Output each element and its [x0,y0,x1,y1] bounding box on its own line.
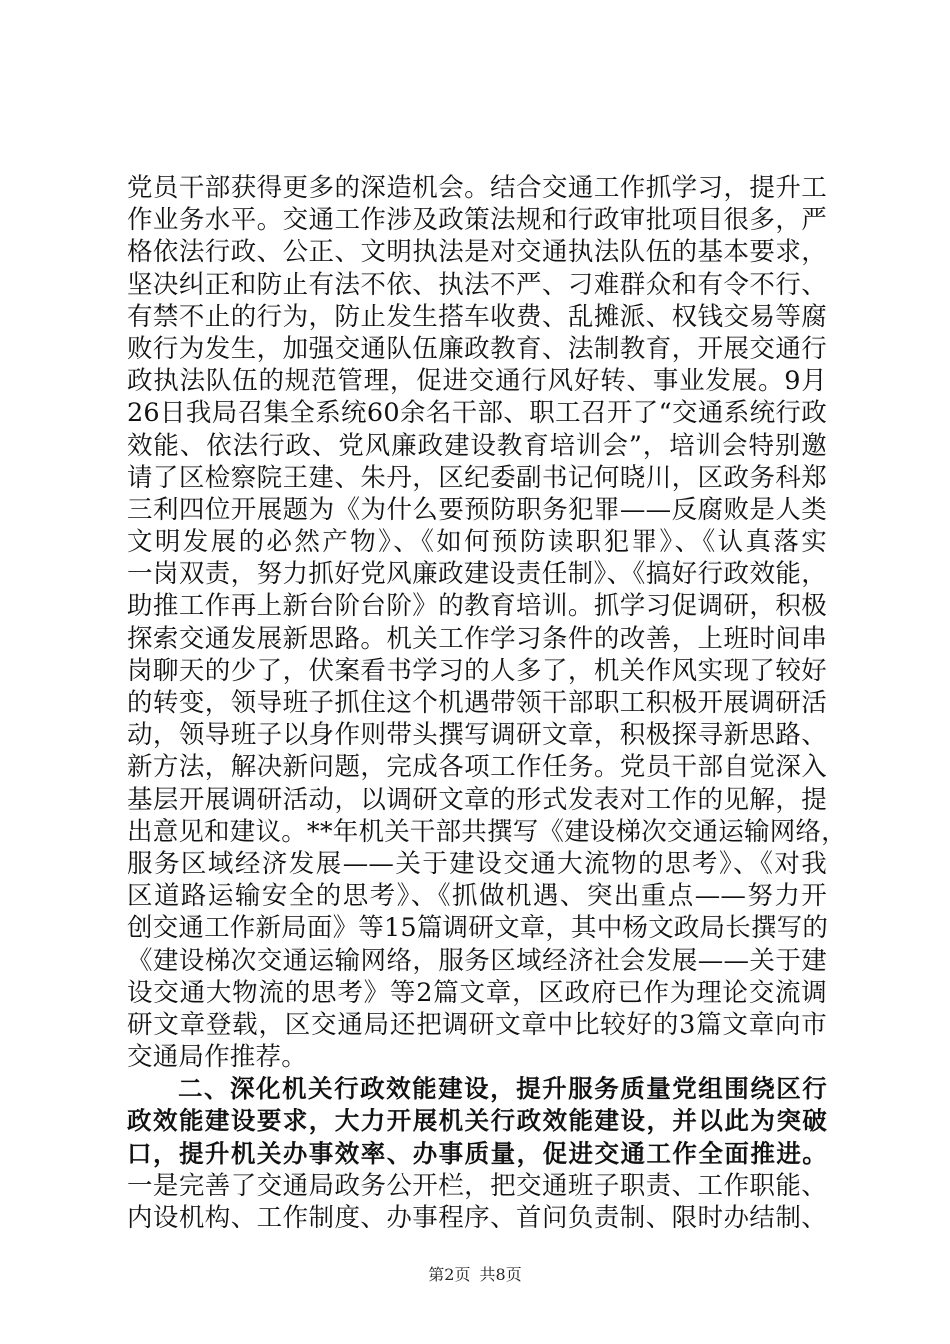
text-line: 政执法队伍的规范管理，促进交通行风好转、事业发展。9月 [127,366,827,397]
text-line: 坚决纠正和防止有法不依、执法不严、刁难群众和有令不行、 [127,269,827,300]
text-line: 研文章登载，区交通局还把调研文章中比较好的3篇文章向市 [127,1009,827,1040]
paragraph-3 [127,1170,827,1234]
heading-line: 二、深化机关行政效能建设，提升服务质量党组围绕区行 [178,1074,827,1104]
text-line: 创交通工作新局面》等15篇调研文章，其中杨文政局长撰写的 [127,913,829,944]
paragraph-1 [127,172,847,1073]
text-line: 新方法，解决新问题，完成各项工作任务。党员干部自觉深入 [127,752,827,783]
text-line: 的转变，领导班子抓住这个机遇带领干部职工积极开展调研活 [127,688,827,718]
text-line: 请了区检察院王建、朱丹，区纪委副书记何晓川，区政务科郑 [127,462,827,493]
text-line: 有禁不止的行为，防止发生搭车收费、乱摊派、权钱交易等腐 [127,301,827,332]
text-line: 交通局作推荐。 [127,1042,307,1073]
page-total: 共8页 [479,1265,522,1284]
text-line: 败行为发生，加强交通队伍廉政教育、法制教育，开展交通行 [127,333,827,364]
text-line: 内设机构、工作制度、办事程序、首问负责制、限时办结制、 [127,1203,827,1233]
text-line: 助推工作再上新台阶台阶》的教育培训。抓学习促调研，积极 [127,591,827,622]
text-line: 26日我局召集全系统60余名干部、职工召开了“交通系统行政 [127,398,827,429]
section-heading-paragraph [127,1073,827,1170]
text-line: 文明发展的必然产物》、《如何预防读职犯罪》、《认真落实 [127,527,827,558]
document-body [127,172,847,1234]
text-line: 格依法行政、公正、文明执法是对交通执法队伍的基本要求， [127,237,827,268]
text-line: 动，领导班子以身作则带头撰写调研文章，积极探寻新思路、 [127,720,827,751]
text-line: 岗聊天的少了，伏案看书学习的人多了，机关作风实现了较好 [127,655,827,686]
text-line: 基层开展调研活动，以调研文章的形式发表对工作的见解，提 [127,784,827,815]
text-line: 三利四位开展题为《为什么要预防职务犯罪——反腐败是人类 [127,494,827,525]
text-line: 效能、依法行政、党风廉政建设教育培训会”，培训会特别邀 [127,430,827,461]
text-line: 出意见和建议。**年机关干部共撰写《建设梯次交通运输网络， [127,816,847,847]
text-line: 一是完善了交通局政务公开栏，把交通班子职责、工作职能、 [127,1170,827,1201]
text-line: 服务区域经济发展——关于建设交通大流物的思考》、《对我 [127,848,827,879]
text-line: 探索交通发展新思路。机关工作学习条件的改善，上班时间串 [127,623,827,654]
heading-line: 口，提升机关办事效率、办事质量，促进交通工作全面推进。 [127,1138,827,1168]
heading-line: 政效能建设要求，大力开展机关行政效能建设，并以此为突破 [127,1106,827,1136]
text-line: 作业务水平。交通工作涉及政策法规和行政审批项目很多，严 [127,205,827,236]
text-line: 党员干部获得更多的深造机会。结合交通工作抓学习，提升工 [127,173,827,203]
page-number: 第2页 [428,1265,471,1284]
text-line: 《建设梯次交通运输网络，服务区域经济社会发展——关于建 [127,945,827,976]
text-line: 区道路运输安全的思考》、《抓做机遇、突出重点——努力开 [127,881,827,912]
text-line: 一岗双责，努力抓好党风廉政建设责任制》、《搞好行政效能， [127,559,827,590]
text-line: 设交通大物流的思考》等2篇文章，区政府已作为理论交流调 [127,977,827,1008]
page-footer [0,1262,950,1285]
